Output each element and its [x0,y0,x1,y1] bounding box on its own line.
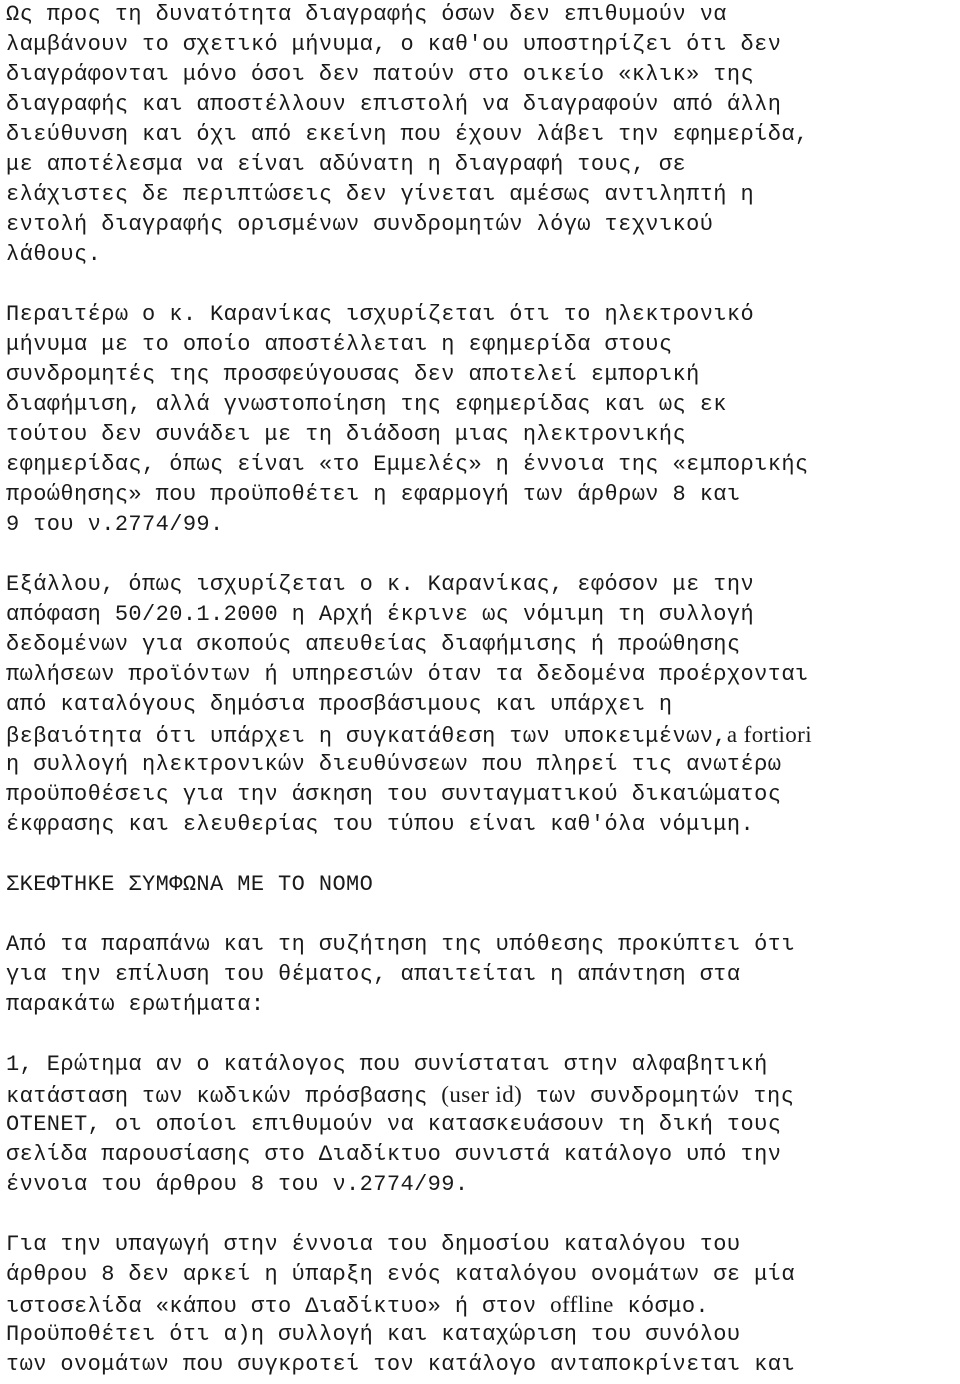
text-line: Εξάλλου, όπως ισχυρίζεται ο κ. Καρανίκας, εφόσον με την [6,572,755,597]
text-line: λάθους. [6,242,102,267]
text-line: βεβαιότητα ότι υπάρχει η συγκατάθεση των υποκειμένων,a fortiori [6,722,813,749]
text-line: με αποτέλεσμα να είναι αδύνατη η διαγραφή τους, σε [6,152,687,177]
paragraph-decision [6,570,956,840]
document-body [6,0,956,1380]
text-line: συνδρομητές της προσφεύγουσας δεν αποτελεί εμπορική [6,362,700,387]
text-line: λαμβάνουν το σχετικό μήνυμα, ο καθ'ου υποστηρίζει ότι δεν [6,32,782,57]
user-id-term: (user id) [441,1082,523,1107]
section-heading: ΣΚΕΦΤΗΚΕ ΣΥΜΦΩΝΑ ΜΕ ΤΟ ΝΟΜΟ [6,872,374,897]
text-line: διαγραφής και αποστέλλουν επιστολή να διαγραφούν από άλλη [6,92,782,117]
text-line: ελάχιστες δε περιπτώσεις δεν γίνεται αμέσως αντιληπτή η [6,182,755,207]
text-line: απόφαση 50/20.1.2000 η Αρχή έκρινε ως νόμιμη τη συλλογή [6,602,755,627]
text-line: 9 του ν.2774/99. [6,512,224,537]
text-line: για την επίλυση του θέματος, απαιτείται η απάντηση στα [6,962,741,987]
text-line: διαφήμιση, αλλά γνωστοποίηση της εφημερίδας και ως εκ [6,392,727,417]
text-line: έννοια του άρθρου 8 του ν.2774/99. [6,1172,469,1197]
text-line: διαγράφονται μόνο όσοι δεν πατούν στο οικείο «κλικ» της [6,62,755,87]
text-line: κατάσταση των κωδικών πρόσβασης (user id) των συνδρομητών της [6,1082,795,1109]
text-line: η συλλογή ηλεκτρονικών διευθύνσεων που πληρεί τις ανωτέρω [6,752,782,777]
text-line: σελίδα παρουσίασης στο Διαδίκτυο συνιστά κατάλογο υπό την [6,1142,782,1167]
text-line: Περαιτέρω ο κ. Καρανίκας ισχυρίζεται ότι το ηλεκτρονικό [6,302,755,327]
text-line: Ως προς τη δυνατότητα διαγραφής όσων δεν επιθυμούν να [6,2,727,27]
text-line: μήνυμα με το οποίο αποστέλλεται η εφημερίδα στους [6,332,673,357]
text-line: παρακάτω ερωτήματα: [6,992,265,1017]
text-line: 1, Ερώτημα αν ο κατάλογος που συνίσταται στην αλφαβητική [6,1052,768,1077]
paragraph-question-1 [6,1050,956,1200]
text-line: εφημερίδας, όπως είναι «το Εμμελές» η έννοια της «εμπορικής [6,452,809,477]
offline-term: offline [550,1292,614,1317]
text-line: προϋποθέσεις για την άσκηση του συνταγματικού δικαιώματος [6,782,782,807]
text-line: άρθρου 8 δεν αρκεί η ύπαρξη ενός καταλόγου ονομάτων σε μία [6,1262,795,1287]
text-line: από καταλόγους δημόσια προσβάσιμους και υπάρχει η [6,692,673,717]
text-line: έκφρασης και ελευθερίας του τύπου είναι καθ'όλα νόμιμη. [6,812,755,837]
paragraph-deletion [6,0,956,270]
text-line: των ονομάτων που συγκροτεί τον κατάλογο ανταποκρίνεται και [6,1352,795,1377]
latin-term: a fortiori [726,722,813,747]
text-line: διεύθυνση και όχι από εκείνη που έχουν λάβει την εφημερίδα, [6,122,809,147]
text-line: προώθησης» που προϋποθέτει η εφαρμογή των άρθρων 8 και [6,482,741,507]
text-line: Από τα παραπάνω και τη συζήτηση της υπόθεσης προκύπτει ότι [6,932,795,957]
text-line: Προϋπoθέτει ότι α)η συλλογή και καταχώριση του συνόλου [6,1322,741,1347]
text-line: τούτου δεν συνάδει με τη διάδοση μιας ηλεκτρονικής [6,422,687,447]
text-line: πωλήσεων προϊόντων ή υπηρεσιών όταν τα δεδομένα προέρχονται [6,662,809,687]
paragraph-newsletter [6,300,956,540]
text-line: ιστοσελίδα «κάπου στο Διαδίκτυο» ή στον offline κόσμο. [6,1292,710,1319]
text-line: εντολή διαγραφής ορισμένων συνδρομητών λόγω τεχνικού [6,212,714,237]
text-line: OTENET, οι οποίοι επιθυμούν να κατασκευάσουν τη δική τους [6,1112,782,1137]
paragraph-public-directory [6,1230,956,1380]
text-line: Για την υπαγωγή στην έννοια του δημοσίου καταλόγου του [6,1232,741,1257]
paragraph-questions-intro [6,930,956,1020]
text-line: δεδομένων για σκοπούς απευθείας διαφήμισης ή προώθησης [6,632,741,657]
